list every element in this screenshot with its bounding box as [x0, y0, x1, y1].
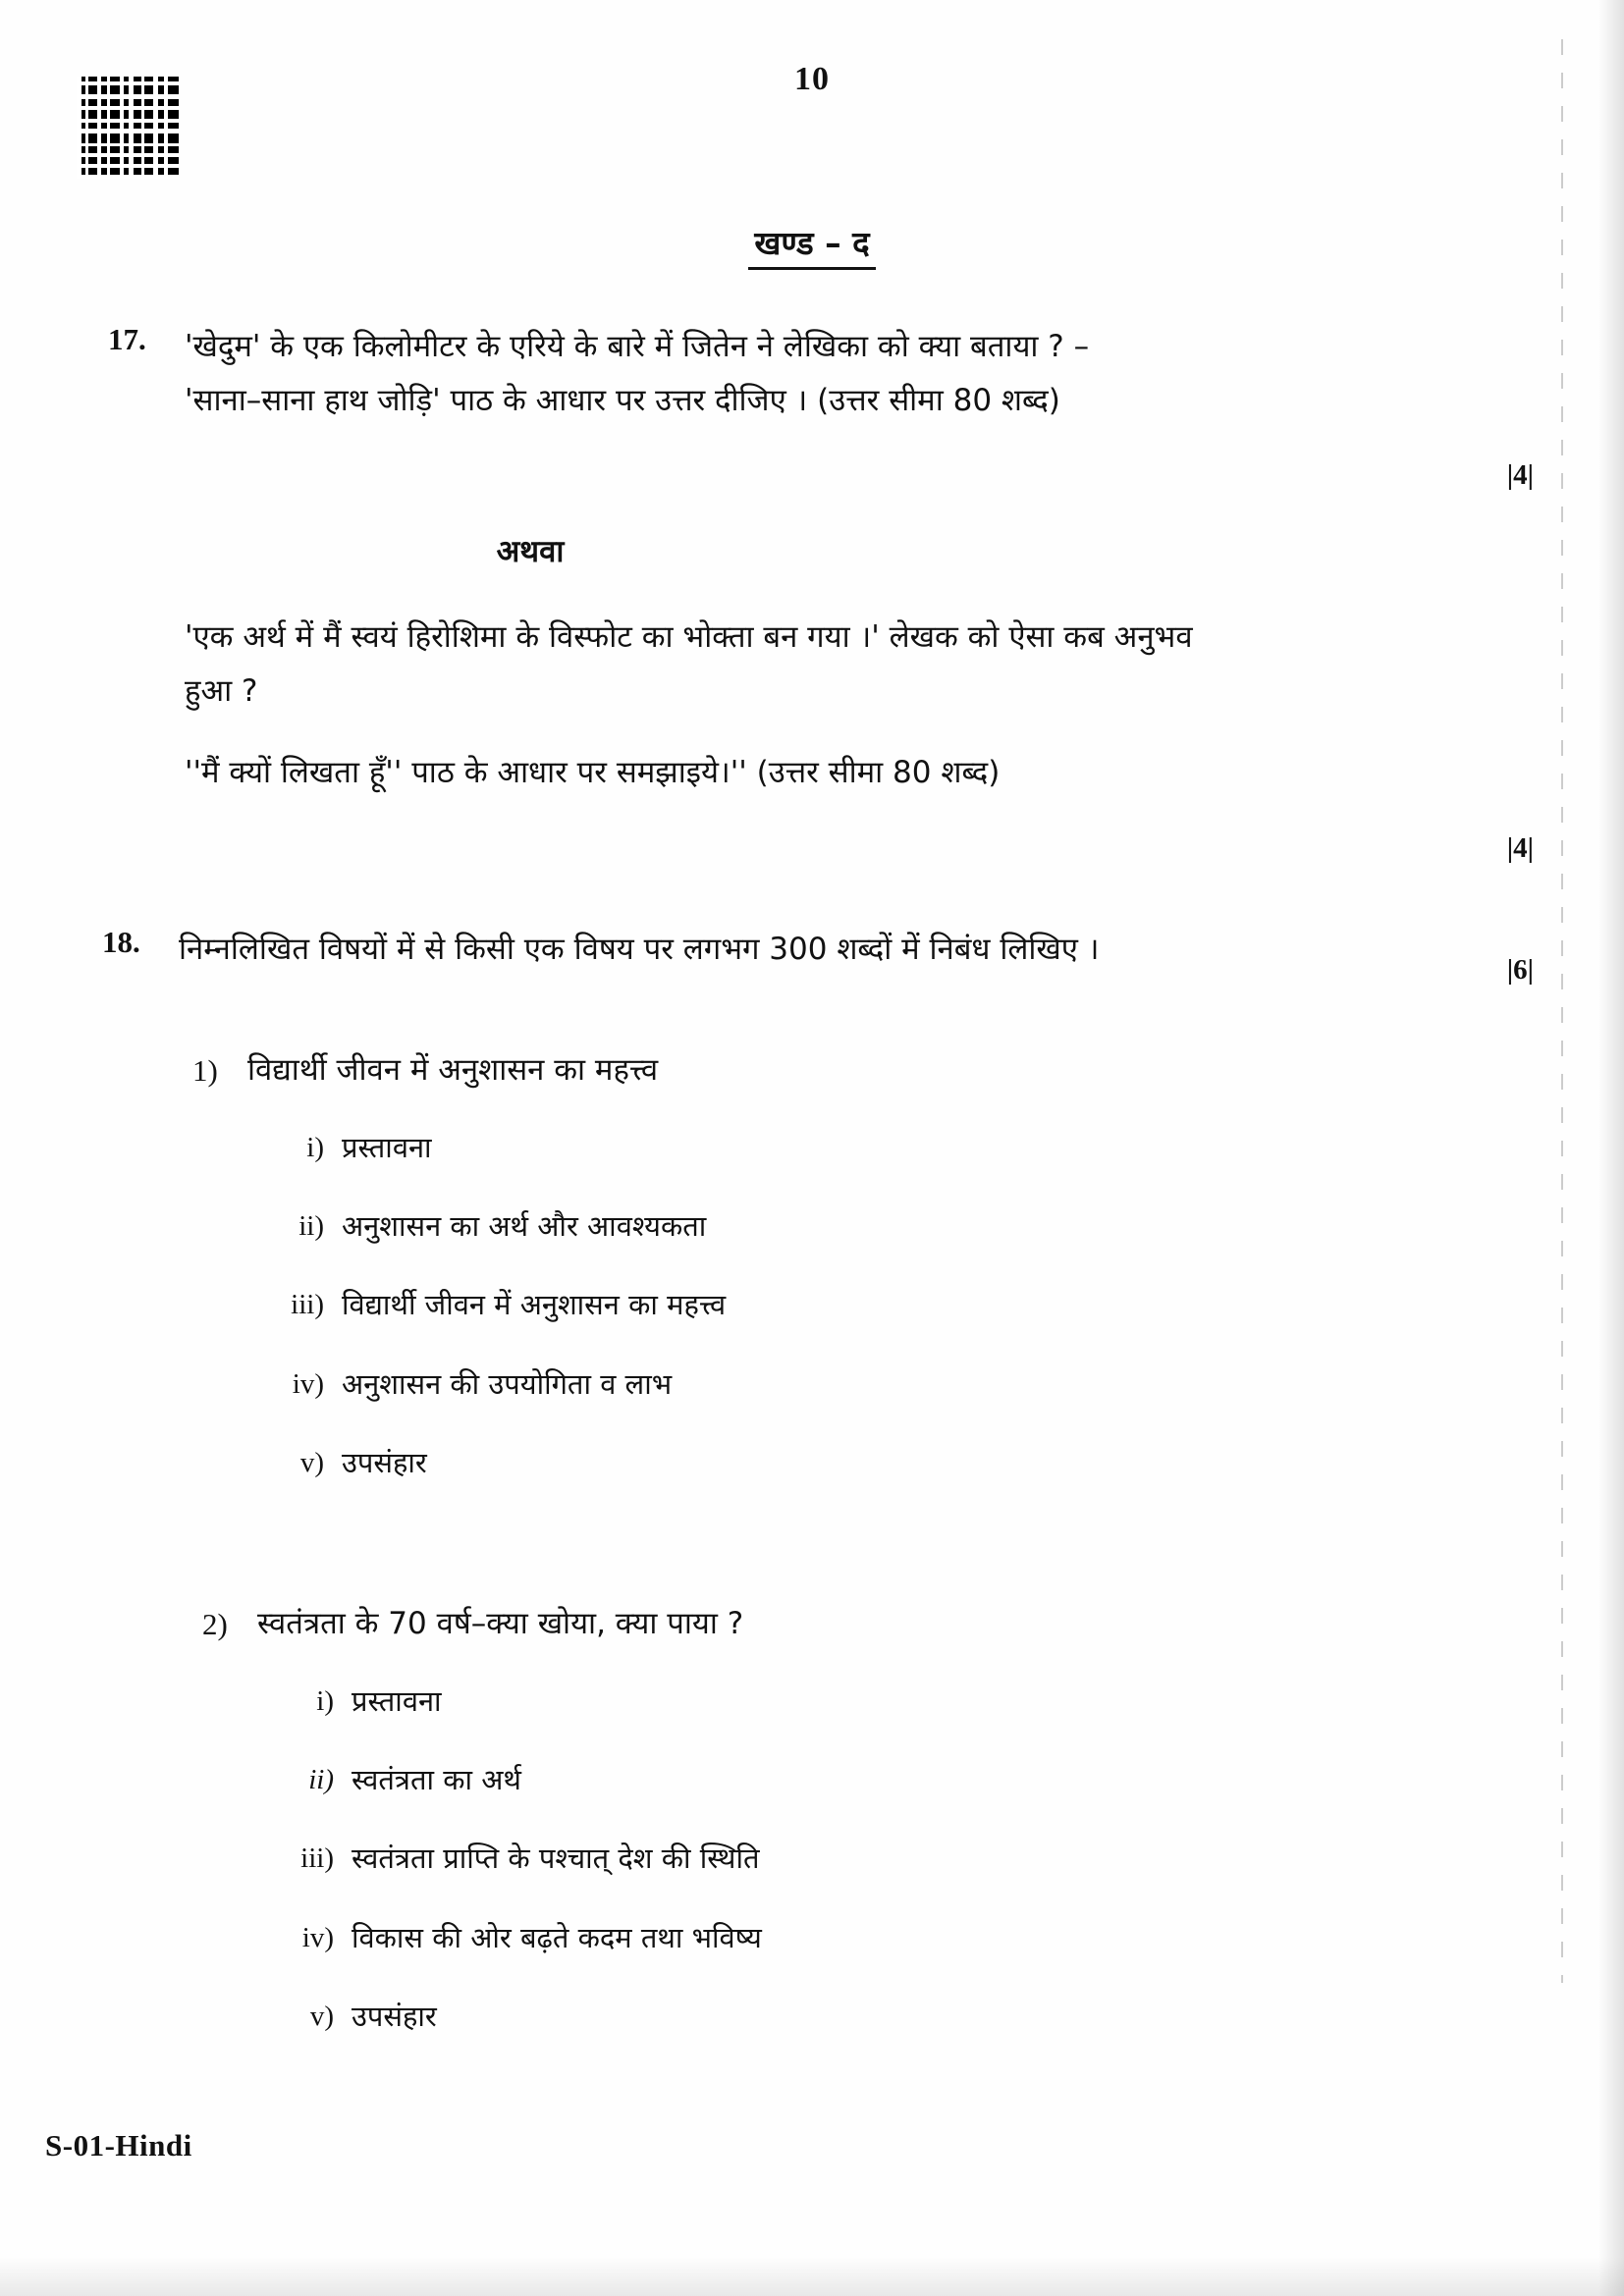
essay-topic-2-point-3-number: iii) [300, 1842, 334, 1875]
scan-edge-shadow-right [1598, 0, 1624, 2296]
question-17-alt-line-2: हुआ ? [185, 673, 258, 710]
essay-topic-2-point-2-number: ii) [308, 1763, 334, 1795]
essay-topic-1-point-1-number: i) [306, 1131, 324, 1163]
section-heading-label: खण्ड – द [748, 224, 875, 270]
essay-topic-1-point-3-number: iii) [291, 1289, 324, 1321]
section-heading [0, 220, 1624, 264]
essay-topic-1-point-2 [253, 1203, 1371, 1249]
essay-topic-2-point-1 [263, 1679, 1380, 1724]
essay-topic-1-point-3-text: विद्यार्थी जीवन में अनुशासन का महत्त्व [342, 1288, 727, 1322]
essay-topic-1-point-2-text: अनुशासन का अर्थ और आवश्यकता [342, 1208, 707, 1243]
essay-topic-1-point-4 [253, 1362, 1371, 1407]
essay-topic-1-point-5-number: v) [299, 1447, 324, 1479]
footer-paper-code: S-01-Hindi [45, 2128, 192, 2163]
essay-topic-1-point-1 [253, 1125, 1371, 1170]
question-17-marks: |4| [1506, 459, 1534, 491]
essay-topic-2-point-4 [263, 1915, 1380, 1960]
essay-topic-2-point-4-text: विकास की ओर बढ़ते कदम तथा भविष्य [352, 1920, 762, 1954]
question-17-alternative-marks: |4| [1506, 832, 1534, 864]
essay-topic-2-point-2 [263, 1757, 1380, 1802]
question-17-number: 17. [108, 322, 146, 356]
essay-topic-2-point-3-text: स्वतंत्रता प्राप्ति के पश्चात् देश की स्थिति [352, 1842, 760, 1876]
essay-topic-1-heading-row [192, 1046, 1371, 1095]
question-18-line-1: निम्नलिखित विषयों में से किसी एक विषय पर लगभग 300 शब्दों में निबंध लिखिए । [179, 932, 1100, 967]
essay-topic-1-point-4-number: iv) [292, 1367, 324, 1400]
essay-topic-1-number: 1) [192, 1053, 218, 1088]
essay-topic-1-point-5-text: उपसंहार [342, 1446, 427, 1480]
essay-topic-2-point-5-number: v) [309, 2001, 334, 2033]
question-17-alternative [108, 611, 1463, 801]
page-number: 10 [794, 61, 830, 97]
question-17-line-2: 'साना–साना हाथ जोड़ि' पाठ के आधार पर उत्तर दीजिए । (उत्तर सीमा 80 शब्द) [185, 383, 1060, 419]
question-18-line-1-row [102, 923, 1457, 977]
question-17-alt-line-1: 'एक अर्थ में मैं स्वयं हिरोशिमा के विस्फोट का भोक्ता बन गया ।' लेखक को ऐसा कब अनुभव [185, 619, 1193, 655]
essay-topic-2-point-3 [263, 1836, 1380, 1881]
question-17-alt-line-3: ''मैं क्यों लिखता हूँ'' पाठ के आधार पर समझाइये।'' (उत्तर सीमा 80 शब्द) [185, 755, 1001, 791]
essay-topic-1-point-3 [253, 1282, 1371, 1327]
question-17 [108, 320, 1463, 428]
essay-topic-2-title: स्वतंत्रता के 70 वर्ष–क्या खोया, क्या पाया ? [257, 1606, 744, 1641]
essay-topic-2-point-5 [263, 1994, 1380, 2039]
essay-topic-2-point-1-text: प्रस्तावना [352, 1683, 442, 1718]
essay-topic-2 [202, 1600, 1380, 2073]
essay-topic-1-point-2-number: ii) [298, 1209, 324, 1242]
question-17-line-1: 'खेदुम' के एक किलोमीटर के एरिये के बारे में जितेन ने लेखिका को क्या बताया ? – [185, 329, 1090, 364]
essay-topic-1-point-5 [253, 1440, 1371, 1485]
scan-edge-shadow-bottom [0, 2257, 1624, 2296]
essay-topic-2-number: 2) [202, 1607, 228, 1641]
essay-topic-2-point-2-text: स्वतंत्रता का अर्थ [352, 1762, 521, 1796]
essay-topic-2-point-5-text: उपसंहार [352, 2000, 437, 2034]
question-17-line-1-row [108, 320, 1463, 374]
essay-topic-1 [192, 1046, 1371, 1520]
question-18-number: 18. [102, 925, 140, 959]
essay-topic-2-points [202, 1679, 1380, 2040]
essay-topic-2-point-1-number: i) [316, 1684, 334, 1717]
question-18-marks: |6| [1506, 954, 1534, 986]
essay-topic-2-heading-row [202, 1600, 1380, 1649]
essay-topic-2-point-4-number: iv) [301, 1921, 334, 1953]
essay-topic-1-title: विद्यार्थी जीवन में अनुशासन का महत्त्व [247, 1052, 659, 1088]
scan-artifact-line [1561, 39, 1563, 1983]
question-18 [102, 923, 1457, 977]
essay-topic-1-point-4-text: अनुशासन की उपयोगिता व लाभ [342, 1366, 673, 1401]
essay-topic-1-points [192, 1125, 1371, 1486]
alternative-label: अथवा [496, 534, 565, 569]
essay-topic-1-point-1-text: प्रस्तावना [342, 1130, 432, 1164]
